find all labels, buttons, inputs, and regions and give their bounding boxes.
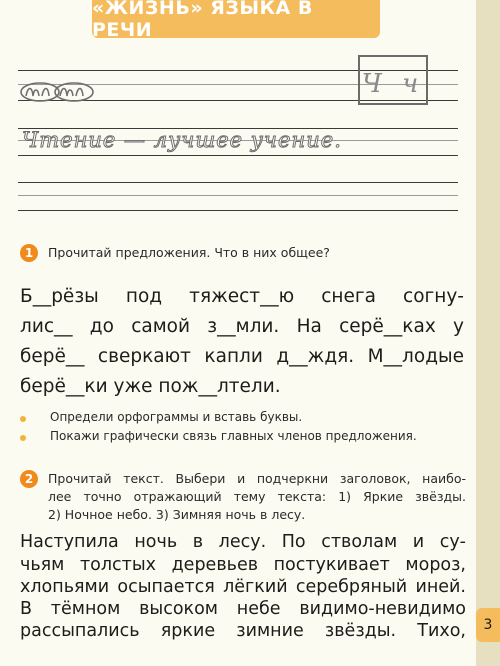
copybook-rule [18, 195, 458, 196]
sentence-line: берё__ки уже пож__лтели. [20, 376, 281, 397]
text-line: чьям толстых деревьев постукивает мороз, [20, 555, 466, 575]
task-bullet [20, 410, 460, 424]
text-line: хлопьями осыпается лёгкий серебряный иней. [20, 577, 466, 597]
task-bullet [20, 429, 460, 443]
letter-box [358, 55, 428, 105]
bullet-text: Определи орфограммы и вставь буквы. [50, 410, 303, 424]
task2-instruction-line: лее точно отражающий тему текста: 1) Яркие звёзды. [48, 489, 466, 504]
page-number: 3 [476, 608, 500, 642]
copybook-rule [18, 182, 458, 183]
text-line: Наступила ночь в лесу. По стволам и су- [20, 532, 466, 552]
task-number-icon: 2 [20, 470, 38, 488]
task-number-icon: 1 [20, 244, 38, 262]
sentence-line: Б__рёзы под тяжест__ю снега согну- [20, 286, 464, 307]
task1-instruction: Прочитай предложения. Что в них общее? [48, 245, 330, 260]
letter-combination-drawing [18, 80, 98, 106]
section-header [92, 0, 380, 41]
copybook-rule [18, 210, 458, 211]
handwriting-sample: Чтение — лучшее учение. [22, 128, 342, 152]
task2-instruction-line: 2) Ночное небо. 3) Зимняя ночь в лесу. [48, 507, 306, 522]
task2-instruction-line: Прочитай текст. Выбери и подчеркни заголовок, наибо- [48, 471, 466, 486]
section-title: «ЖИЗНЬ» ЯЗЫКА В РЕЧИ [92, 0, 313, 41]
bullet-text: Покажи графически связь главных членов предложения. [50, 429, 417, 443]
letter-pair: Ч ч [361, 69, 425, 99]
copybook-rule [18, 155, 458, 156]
sentence-line: берё__ сверкают капли д__ждя. М__лодые [20, 346, 464, 367]
sentence-line: лис__ до самой з__мли. На серё__ках у [20, 316, 464, 337]
text-line: рассыпались яркие зимние звёзды. Тихо, [20, 621, 466, 641]
text-line: В тёмном высоком небе видимо-невидимо [20, 599, 466, 619]
